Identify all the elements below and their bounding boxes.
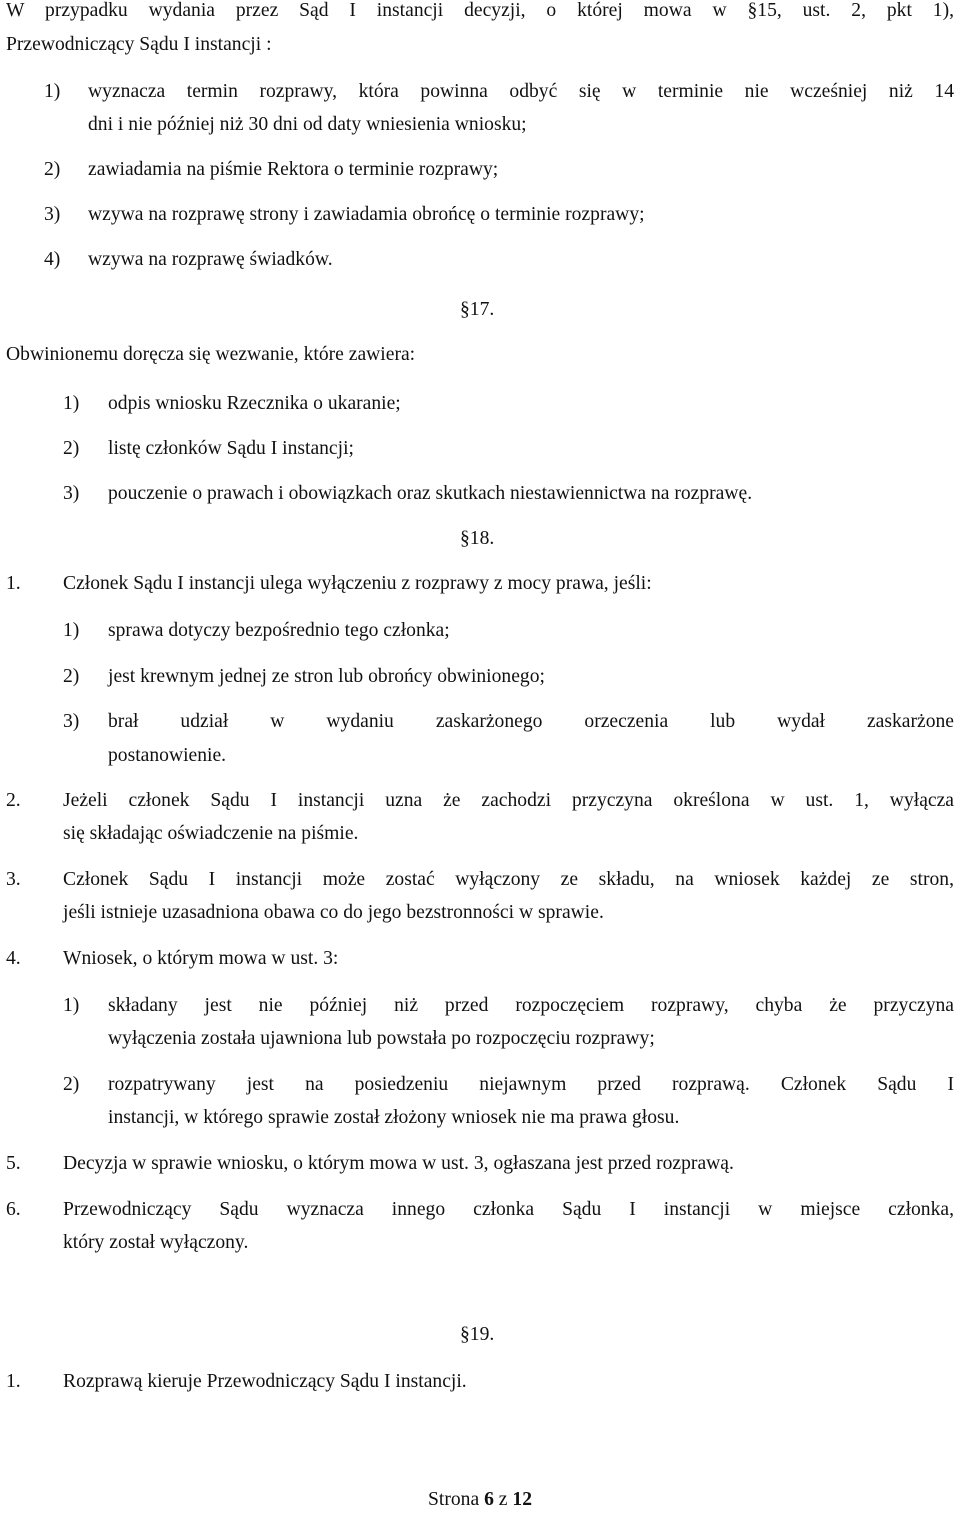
- section-17-lead: Obwinionemu doręcza się wezwanie, które zawiera:: [6, 344, 416, 365]
- item-text: składany jest nie później niż przed rozpoczęciem rozprawy, chyba że przyczyna: [108, 995, 954, 1016]
- item-text: odpis wniosku Rzecznika o ukaranie;: [108, 393, 401, 414]
- item-text: brał udział w wydaniu zaskarżonego orzeczenia lub wydał zaskarżone: [108, 711, 954, 732]
- paragraph-number: 2.: [6, 790, 21, 811]
- intro-line-2: Przewodniczący Sądu I instancji :: [6, 34, 272, 55]
- intro-line-1: W przypadku wydania przez Sąd I instancji decyzji, o której mowa w §15, ust. 2, pkt 1),: [6, 0, 954, 21]
- paragraph-text: Przewodniczący Sądu wyznacza innego członka Sądu I instancji w miejsce członka,: [63, 1199, 954, 1220]
- item-text: wzywa na rozprawę świadków.: [88, 249, 333, 270]
- paragraph-text: Wniosek, o którym mowa w ust. 3:: [63, 948, 339, 969]
- item-text: wyznacza termin rozprawy, która powinna odbyć się w terminie nie wcześniej niż 14: [88, 81, 954, 102]
- paragraph-number: 4.: [6, 948, 21, 969]
- paragraph-number: 3.: [6, 869, 21, 890]
- item-text: sprawa dotyczy bezpośrednio tego członka;: [108, 620, 450, 641]
- item-number: 2): [63, 438, 80, 459]
- item-number: 4): [44, 249, 61, 270]
- item-text-cont: dni i nie później niż 30 dni od daty wniesienia wniosku;: [88, 114, 527, 135]
- paragraph-number: 1.: [6, 573, 21, 594]
- item-text: jest krewnym jednej ze stron lub obrońcy obwinionego;: [108, 666, 545, 687]
- footer-of: z: [498, 1489, 508, 1510]
- page-footer: [0, 1483, 960, 1516]
- item-text: zawiadamia na piśmie Rektora o terminie rozprawy;: [88, 159, 499, 180]
- section-heading-17: §17.: [460, 299, 495, 320]
- item-text-cont: postanowienie.: [108, 745, 227, 766]
- paragraph-text: Decyzja w sprawie wniosku, o którym mowa w ust. 3, ogłaszana jest przed rozprawą.: [63, 1153, 734, 1174]
- item-text-cont: wyłączenia została ujawniona lub powstała po rozpoczęciu rozprawy;: [108, 1028, 655, 1049]
- paragraph-text-cont: który został wyłączony.: [63, 1232, 249, 1253]
- item-number: 2): [63, 1074, 80, 1095]
- paragraph-text: Jeżeli członek Sądu I instancji uzna że zachodzi przyczyna określona w ust. 1, wyłącza: [63, 790, 954, 811]
- item-text: listę członków Sądu I instancji;: [108, 438, 354, 459]
- paragraph-number: 5.: [6, 1153, 21, 1174]
- item-number: 3): [63, 711, 80, 732]
- paragraph-number: 6.: [6, 1199, 21, 1220]
- paragraph-text: Rozprawą kieruje Przewodniczący Sądu I instancji.: [63, 1371, 467, 1392]
- paragraph-text-cont: się składając oświadczenie na piśmie.: [63, 823, 359, 844]
- item-number: 2): [44, 159, 61, 180]
- item-text: rozpatrywany jest na posiedzeniu niejawnym przed rozprawą. Członek Sądu I: [108, 1074, 954, 1095]
- paragraph-number: 1.: [6, 1371, 21, 1392]
- item-number: 1): [63, 393, 80, 414]
- item-number: 1): [44, 81, 61, 102]
- item-text: wzywa na rozprawę strony i zawiadamia obrońcę o terminie rozprawy;: [88, 204, 645, 225]
- footer-label: Strona: [428, 1489, 480, 1510]
- section-heading-19: §19.: [460, 1324, 495, 1345]
- item-number: 3): [44, 204, 61, 225]
- item-text: pouczenie o prawach i obowiązkach oraz skutkach niestawiennictwa na rozprawę.: [108, 483, 753, 504]
- item-number: 2): [63, 666, 80, 687]
- item-text-cont: instancji, w którego sprawie został złożony wniosek nie ma prawa głosu.: [108, 1107, 680, 1128]
- paragraph-text-cont: jeśli istnieje uzasadniona obawa co do jego bezstronności w sprawie.: [63, 902, 604, 923]
- paragraph-text: Członek Sądu I instancji może zostać wyłączony ze składu, na wniosek każdej ze stron,: [63, 869, 954, 890]
- section-heading-18: §18.: [460, 528, 495, 549]
- item-number: 3): [63, 483, 80, 504]
- footer-page-number: 6: [484, 1489, 494, 1510]
- item-number: 1): [63, 995, 80, 1016]
- item-number: 1): [63, 620, 80, 641]
- footer-total-pages: 12: [512, 1489, 532, 1510]
- paragraph-text: Członek Sądu I instancji ulega wyłączeniu z rozprawy z mocy prawa, jeśli:: [63, 573, 652, 594]
